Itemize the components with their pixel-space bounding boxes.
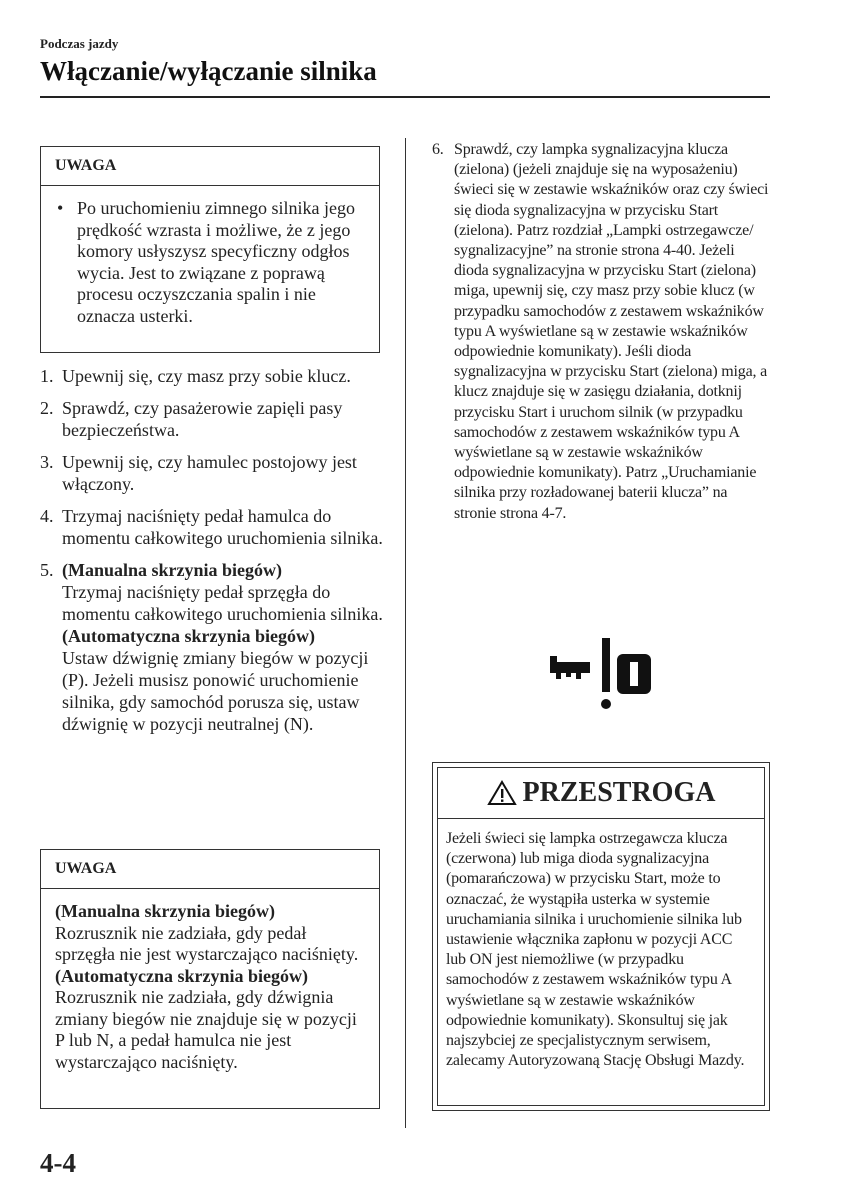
step-text: Upewnij się, czy hamulec postojowy jest włączony. (62, 452, 357, 494)
column-divider (405, 138, 406, 1128)
list-item (40, 397, 385, 441)
steps-list (40, 365, 385, 745)
step-number: 3. (40, 452, 54, 472)
step-text: Trzymaj naciśnięty pedał sprzęgła do momentu całkowitego uruchomienia silnika. (62, 582, 383, 624)
note-text: Rozrusznik nie zadziała, gdy pedał sprzęgła nie jest wystarczająco naciśnięty. (55, 922, 359, 964)
note-list (55, 198, 365, 327)
step-number: 6. (432, 141, 444, 158)
note-text: Po uruchomieniu zimnego silnika jego prędkość wzrasta i możliwe, że z jego komory usłyszysz specyficzny odgłos wycia. Jest to związane z poprawą procesu oczyszczania spalin i nie oznacza usterki. (77, 198, 355, 326)
list-item (40, 451, 385, 495)
step-text: Ustaw dźwignię zmiany biegów w pozycji (P). Jeżeli musisz ponowić uruchomienie silnika, gdy samochód porusza się, ustaw dźwignię w pozycji neutralnej (N). (62, 648, 369, 734)
caution-box (432, 762, 770, 1111)
note-box-2 (40, 849, 380, 1109)
caution-title: PRZESTROGA (522, 777, 716, 808)
step-number: 1. (40, 366, 54, 386)
page-title: Włączanie/wyłączanie silnika (40, 56, 377, 86)
step-text: Upewnij się, czy masz przy sobie klucz. (62, 366, 351, 386)
caution-text: Jeżeli świeci się lampka ostrzegawcza klucza (czerwona) lub miga dioda sygnalizacyjna (pomarańczowa) w przycisku Start, może to oznaczać, że wystąpiła usterka w systemie uruchamiania silnika i uruchomienie silnika lub ustawienie włącznika zapłonu w pozycji ACC lub ON jest niemożliwe (w przypadku samochodów z zestawem wskaźników typu A wyświetlane są w zestawie wskaźników odpowiednie komunikaty). Skonsultuj się jak najszybciej ze specjalistycznym serwisem, zalecamy Autoryzowaną Stację Obsługi Mazdy. (446, 830, 745, 1070)
step-number: 4. (40, 506, 54, 526)
bullet-icon: • (57, 198, 64, 218)
key-warning-indicator-icon (550, 632, 660, 712)
step-6 (432, 140, 772, 524)
step-text: Sprawdź, czy lampka sygnalizacyjna klucza (zielona) (jeżeli znajduje się na wyposażeniu) świeci się w zestawie wskaźników oraz czy świeci się dioda sygnalizacyjna w przycisku Start (zielona). Patrz rozdział „Lampki ostrzegawcze/ sygnalizacyjne” na stronie strona 4-40. Jeżeli dioda sygnalizacyjna w przycisku Start (zielona) miga, upewnij się, czy masz przy sobie klucz (w przypadku samochodów z zestawem wskaźników typu A wyświetlane są w zestawie wskaźników odpowiednie komunikaty). Jeśli dioda sygnalizacyjna w przycisku Start (zielona) miga, a klucz znajduje się w zasięgu działania, dotknij przycisku Start i uruchom silnik (w przypadku samochodów z zestawem wskaźników typu A wyświetlane są w zestawie wskaźników odpowiednie komunikaty). Patrz „Uruchamianie silnika przy rozładowanej baterii klucza” na stronie strona 4-7. (454, 141, 769, 522)
note-box-1 (40, 146, 380, 353)
page-number: 4-4 (40, 1148, 76, 1178)
warning-triangle-icon (487, 780, 517, 806)
note-heading: UWAGA (41, 850, 379, 889)
list-item (55, 198, 365, 327)
step-text: Trzymaj naciśnięty pedał hamulca do momentu całkowitego uruchomienia silnika. (62, 506, 383, 548)
step-number: 2. (40, 398, 54, 418)
section-label: Podczas jazdy (40, 36, 119, 51)
step-text: Sprawdź, czy pasażerowie zapięli pasy bezpieczeństwa. (62, 398, 343, 440)
step-number: 5. (40, 560, 54, 580)
note-body (41, 889, 379, 1083)
caution-frame (437, 767, 765, 1106)
list-item (40, 365, 385, 387)
note-text: Rozrusznik nie zadziała, gdy dźwignia zmiany biegów nie znajduje się w pozycji P lub N, a pedał hamulca nie jest wystarczająco naciśnięty. (55, 987, 357, 1072)
note-subheading: (Manualna skrzynia biegów) (55, 901, 276, 921)
note-body (41, 186, 379, 337)
title-rule (40, 96, 770, 98)
list-item (40, 559, 385, 735)
step-subheading: (Manualna skrzynia biegów) (62, 560, 283, 580)
note-subheading: (Automatyczna skrzynia biegów) (55, 965, 308, 986)
note-heading: UWAGA (41, 147, 379, 186)
list-item (40, 505, 385, 549)
step-subheading: (Automatyczna skrzynia biegów) (62, 626, 315, 646)
caution-header (438, 768, 764, 819)
